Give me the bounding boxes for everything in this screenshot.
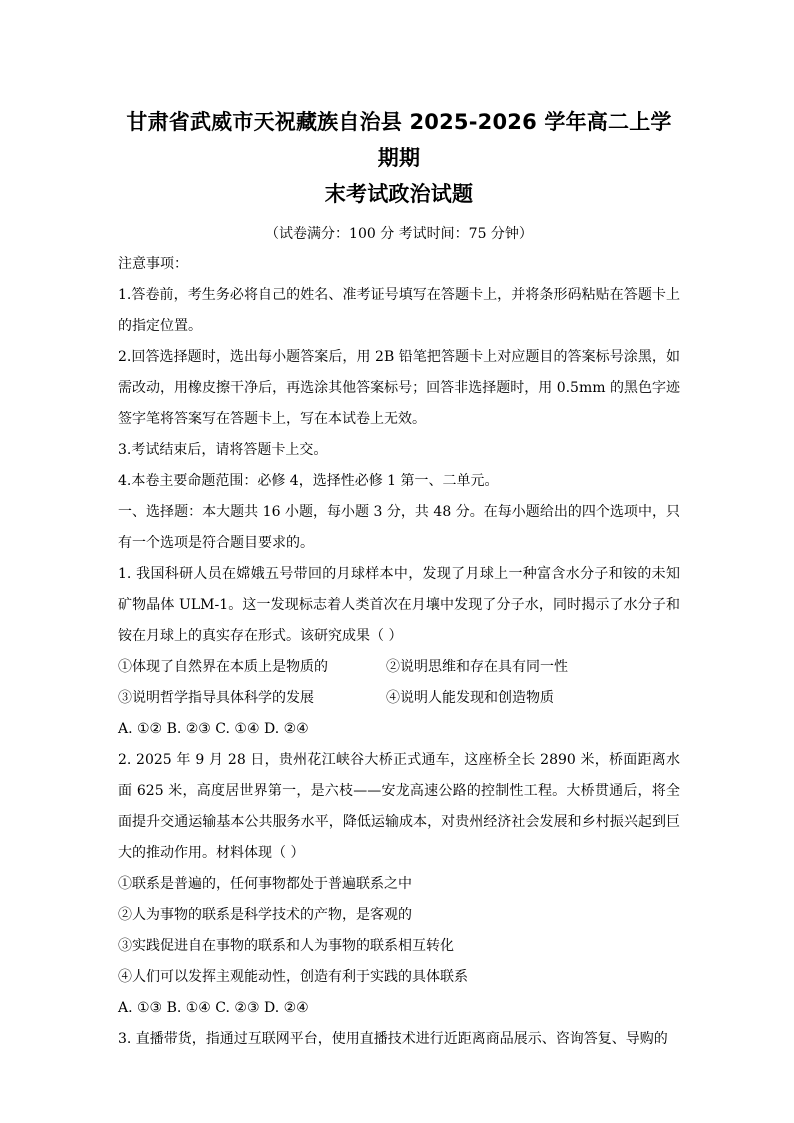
question-1 [118,559,680,745]
exam-title [118,104,680,212]
statement-1: ①体现了自然界在本质上是物质的 [118,659,328,675]
exam-subtitle: （试卷满分：100 分 考试时间：75 分钟） [265,226,533,242]
statement-row [118,652,680,683]
exam-title-line-2: 末考试政治试题 [324,182,474,206]
question-stem: 1. 我国科研人员在嫦娥五号带回的月球样本中，发现了月球上一种富含水分子和铵的未知矿物晶体 ULM-1。这一发现标志着人类首次在月壤中发现了分子水，同时揭示了水分子和铵在月球上的真实存在形式。该研究成果（ ） [118,566,680,644]
notice-item-3: 3.考试结束后，请将答题卡上交。 [118,442,328,458]
exam-title-line-1: 甘肃省武威市天祝藏族自治县 2025-2026 学年高二上学期期 [126,110,672,170]
statement-2: ②说明思维和存在具有同一性 [386,659,568,675]
statement-1: ①联系是普遍的，任何事物都处于普遍联系之中 [118,876,412,892]
question-stem: 3. 直播带货，指通过互联网平台，使用直播技术进行近距离商品展示、咨询答复、导购的 [118,1031,668,1047]
statement-2: ②人为事物的联系是科学技术的产物，是客观的 [118,907,412,923]
notice-item-1: 1.答卷前，考生务必将自己的姓名、准考证号填写在答题卡上，并将条形码粘贴在答题卡上的指定位置。 [118,287,680,334]
question-2 [118,745,680,1024]
answer-choices: A. ①③ B. ①④ C. ②③ D. ②④ [118,1000,309,1016]
statement-3: ③实践促进自在事物的联系和人为事物的联系相互转化 [118,938,454,954]
statement-4: ④人们可以发挥主观能动性，创造有利于实践的具体联系 [118,969,468,985]
statement-3: ③说明哲学指导具体科学的发展 [118,690,314,706]
question-3 [118,1024,680,1055]
statement-row [118,683,680,714]
notice-item-2: 2.回答选择题时，选出每小题答案后，用 2B 铅笔把答题卡上对应题目的答案标号涂黑，如需改动，用橡皮擦干净后，再选涂其他答案标号；回答非选择题时，用 0.5mm 的黑色字迹签字笔将答案写在答题卡上，写在本试卷上无效。 [118,349,680,427]
statement-4: ④说明人能发现和创造物质 [386,690,554,706]
question-stem: 2. 2025 年 9 月 28 日，贵州花江峡谷大桥正式通车，这座桥全长 2890 米，桥面距离水面 625 米，高度居世界第一，是六枝——安龙高速公路的控制性工程。大桥贯通后，将全面提升交通运输基本公共服务水平，降低运输成本，对贵州经济社会发展和乡村振兴起到巨大的推动作用。材料体现（ ） [118,752,680,861]
notice-heading: 注意事项： [118,256,188,272]
answer-choices: A. ①② B. ②③ C. ①④ D. ②④ [118,721,309,737]
notice-item-4: 4.本卷主要命题范围：必修 4，选择性必修 1 第一、二单元。 [118,473,499,489]
section-heading: 一、选择题：本大题共 16 小题，每小题 3 分，共 48 分。在每小题给出的四个选项中，只有一个选项是符合题目要求的。 [118,504,680,551]
